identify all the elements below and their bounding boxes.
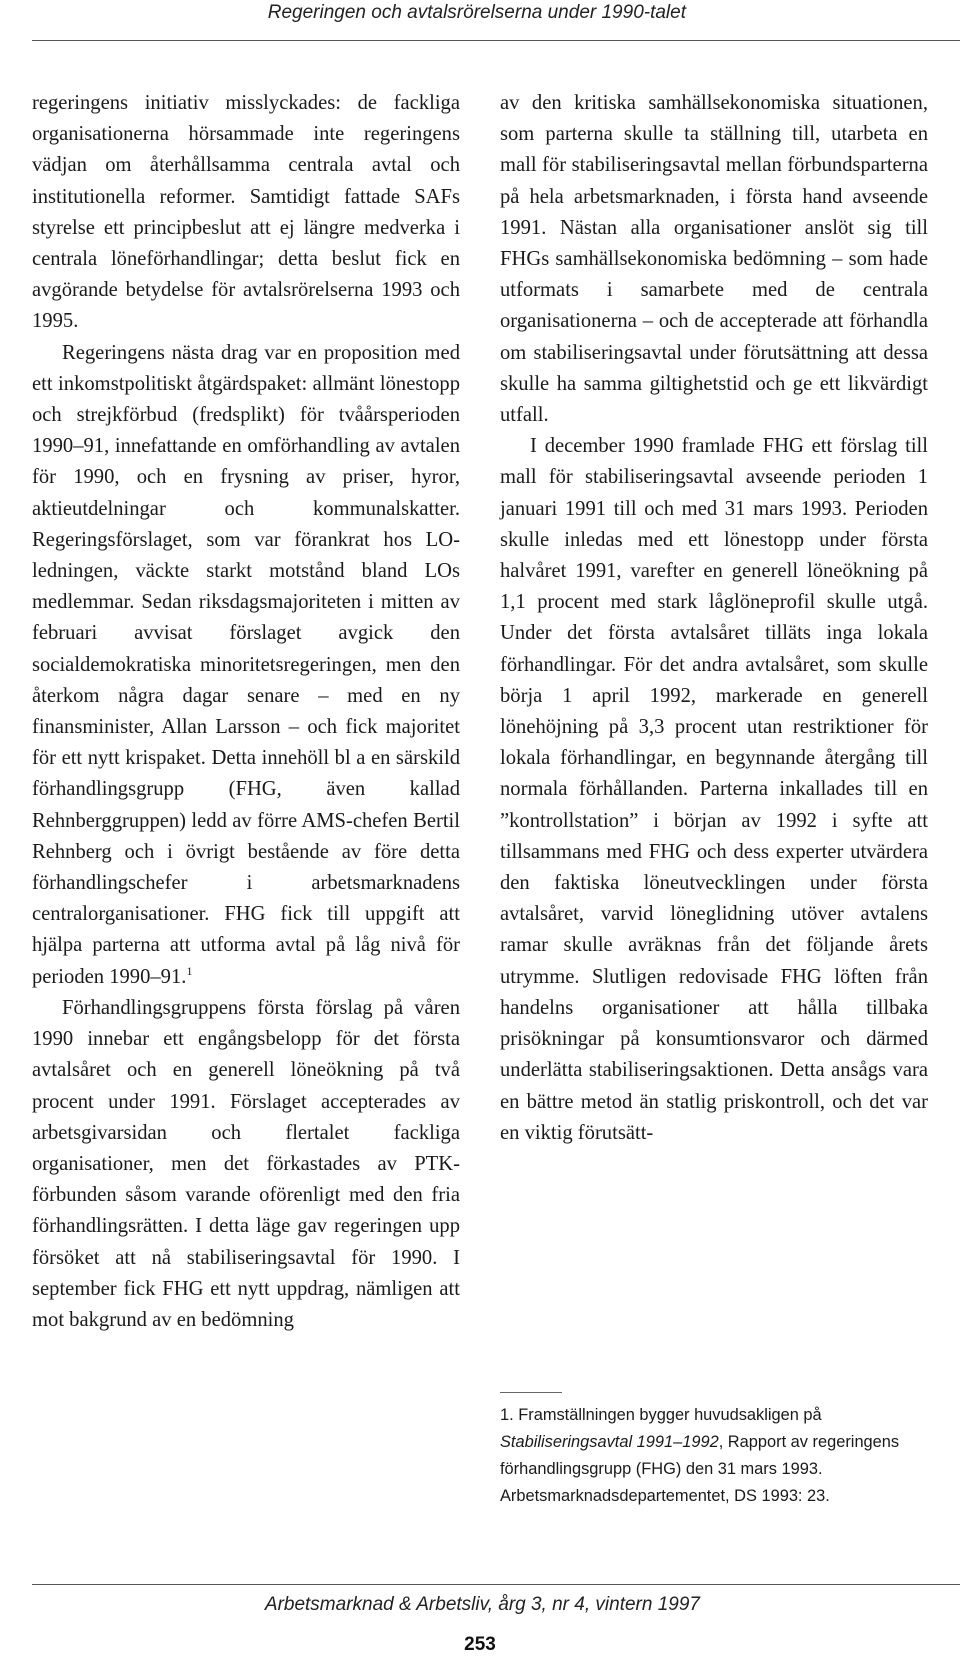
paragraph-text: Regeringens nästa drag var en proposition med ett inkomstpolitiskt åtgärdspaket: allmänt lönestopp och strejkförbud (fredsplikt) för tvåårsperioden 1990–91, innefattande en omförhandling av avtalen för 1990, och en frysning av priser, hyror, aktieutdelningar och kommunalskatter. Regeringsförslaget, som var förankrat hos LO-ledningen, väckte starkt motstånd bland LOs medlemmar. Sedan riksdagsmajoriteten i mitten av februari avvisat förslaget avgick den socialdemokratiska minoritetsregeringen, men den återkom några dagar senare – med en ny finansminister, Allan Larsson – och fick majoritet för ett nytt krispaket. Detta innehöll bl a en särskild förhandlingsgrupp (FHG, även kallad Rehnberggruppen) ledd av förre AMS-chefen Bertil Rehnberg och i övrigt bestående av före detta förhandlingschefer i arbetsmarknadens centralorganisationer. FHG fick till uppgift att hjälpa parterna att utforma avtal på låg nivå för perioden 1990–91. xyxy=(32,341,460,988)
page-number: 253 xyxy=(464,1634,496,1655)
header-rule xyxy=(32,40,960,41)
paragraph: Förhandlingsgruppens första förslag på våren 1990 innebar ett engångsbelopp för det första avtalsåret och en generell löneökning på två procent under 1991. Förslaget accepterades av arbetsgivarsidan och flertalet fackliga organisationer, men det förkastades av PTK-förbunden såsom varande oförenligt med den fria förhandlingsrätten. I detta läge gav regeringen upp försöket att nå stabiliseringsavtal för 1990. I september fick FHG ett nytt uppdrag, nämligen att mot bakgrund av en bedömning xyxy=(32,996,460,1331)
paragraph: regeringens initiativ misslyckades: de fackliga organisationerna hörsammade inte regeringens vädjan om återhållsamma centrala avtal och institutionella reformer. Samtidigt fattade SAFs styrelse ett principbeslut att ej längre medverka i centrala löneförhandlingar; detta beslut fick en avgörande betydelse för avtalsrörelserna 1993 och 1995. xyxy=(32,92,460,333)
footnote xyxy=(500,1402,920,1510)
footnote-text: Framställningen bygger huvudsakligen på xyxy=(518,1406,822,1424)
left-column xyxy=(32,88,460,1336)
right-column xyxy=(500,88,928,1149)
running-header: Regeringen och avtalsrörelserna under 1990-talet xyxy=(267,2,686,23)
paragraph: I december 1990 framlade FHG ett förslag till mall för stabiliseringsavtal avseende perioden 1 januari 1991 till och med 31 mars 1993. Perioden skulle inledas med ett lönestopp under första halvåret 1991, varefter en generell löneökning på 1,1 procent med stark låglöneprofil skulle utgå. Under det första avtalsåret tilläts inga lokala förhandlingar. För det andra avtalsåret, som skulle börja 1 april 1992, markerade en generell lönehöjning på 3,3 procent utan restriktioner för lokala förhandlingar, en begynnande återgång till normala förhållanden. Parterna inkallades till en ”kontrollstation” i början av 1992 i syfte att tillsammans med FHG och dess experter utvärdera den faktiska löneutvecklingen under första avtalsåret, varvid löneglidning utöver avtalens ramar skulle avräknas från det följande årets utrymme. Slutligen redovisade FHG löften från handelns organisationer att hålla tillbaka prisökningar på konsumtionsvaror och därmed underlätta stabiliseringsaktionen. Detta ansågs vara en bättre metod än statlig priskontroll, och det var en viktig förutsätt- xyxy=(500,435,928,1144)
footnote-title: Stabiliseringsavtal 1991–1992 xyxy=(500,1433,719,1451)
footnote-number: 1. xyxy=(500,1406,514,1424)
paragraph: av den kritiska samhällsekonomiska situationen, som parterna skulle ta ställning till, utarbeta en mall för stabiliseringsavtal mellan förbundsparterna på hela arbetsmarknaden, i första hand avseende 1991. Nästan alla organisationer anslöt sig till FHGs samhällsekonomiska bedömning – som hade utformats i samarbete med de centrala organisationerna – och de accepterade att förhandla om stabiliseringsavtal under förutsättning att dessa skulle ha samma giltighetstid och ge ett likvärdigt utfall. xyxy=(500,92,928,427)
footnote-rule xyxy=(500,1392,562,1393)
journal-citation: Arbetsmarknad & Arbetsliv, årg 3, nr 4, vintern 1997 xyxy=(264,1594,700,1615)
footer-rule xyxy=(32,1584,960,1585)
footnote-marker[interactable]: 1 xyxy=(186,963,193,978)
footnote-text-after: , Rapport av regeringens förhandlingsgrupp (FHG) den 31 mars 1993. Arbetsmarknadsdepartementet, DS 1993: 23. xyxy=(500,1433,900,1505)
paragraph xyxy=(32,338,460,993)
